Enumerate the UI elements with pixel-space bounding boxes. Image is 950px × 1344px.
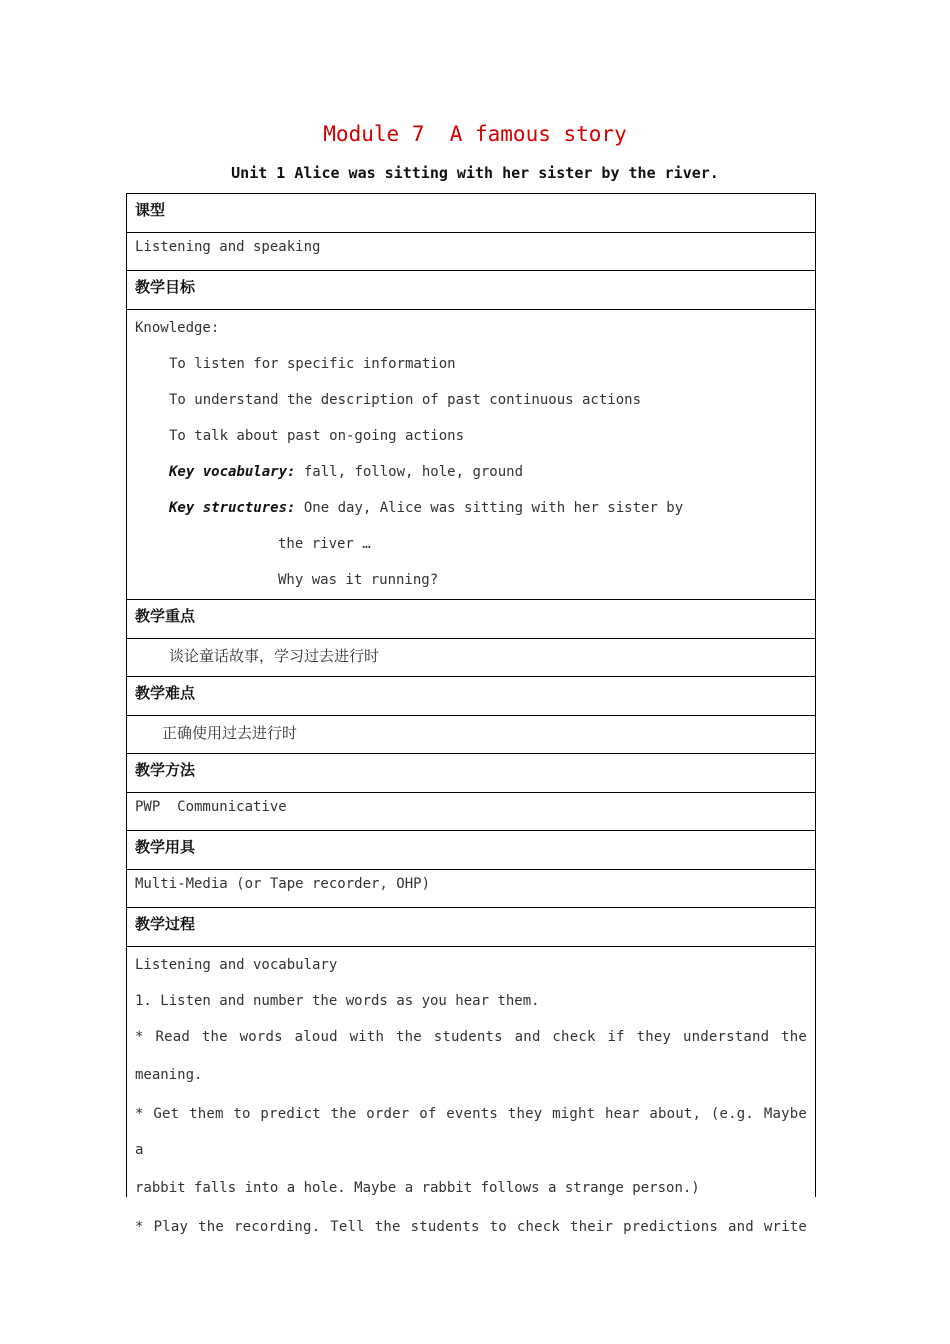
key-structures-line: the river … <box>278 536 371 552</box>
teaching-method-header: 教学方法 <box>127 754 815 793</box>
process-line: * Read the words aloud with the students and check if they understand the <box>135 1029 807 1045</box>
process-line: 1. Listen and number the words as you hear them. <box>135 993 540 1009</box>
key-structures-value: One day, Alice was sitting with her sister by <box>295 500 684 516</box>
teaching-goals-header: 教学目标 <box>127 271 815 310</box>
process-line: Listening and vocabulary <box>135 957 338 973</box>
key-structures-line: Why was it running? <box>278 572 439 588</box>
key-vocabulary-value: fall, follow, hole, ground <box>295 464 524 480</box>
teaching-process-content <box>127 947 815 1245</box>
key-structures-label: Key structures: <box>169 500 296 516</box>
goal-item: To listen for specific information <box>169 356 456 372</box>
key-structures <box>135 490 807 526</box>
lesson-type-value: Listening and speaking <box>127 233 815 271</box>
key-points-header: 教学重点 <box>127 600 815 639</box>
difficult-points-value <box>127 716 815 754</box>
difficult-points-header: 教学难点 <box>127 677 815 716</box>
process-line: * Play the recording. Tell the students to check their predictions and write <box>135 1219 807 1235</box>
knowledge-heading: Knowledge: <box>135 320 220 336</box>
teaching-tools-value: Multi-Media (or Tape recorder, OHP) <box>127 870 815 908</box>
process-line: rabbit falls into a hole. Maybe a rabbit follows a strange person.) <box>135 1180 700 1196</box>
key-vocabulary-label: Key vocabulary: <box>169 464 296 480</box>
key-points-text: 谈论童话故事，学习过去进行时 <box>169 647 380 665</box>
key-vocabulary <box>135 454 807 490</box>
goal-item: To talk about past on-going actions <box>169 428 465 444</box>
document-title: Module 7 A famous story <box>323 122 627 146</box>
process-line: meaning. <box>135 1067 203 1083</box>
key-points-value <box>127 639 815 677</box>
goal-item: To understand the description of past continuous actions <box>169 392 642 408</box>
teaching-process-header: 教学过程 <box>127 908 815 947</box>
teaching-method-value: PWP Communicative <box>127 793 815 831</box>
teaching-tools-header: 教学用具 <box>127 831 815 870</box>
process-line: * Get them to predict the order of events they might hear about, (e.g. Maybe a <box>135 1106 807 1158</box>
lesson-type-header: 课型 <box>127 194 815 233</box>
difficult-points-text: 正确使用过去进行时 <box>162 724 298 742</box>
teaching-goals-content <box>127 310 815 600</box>
lesson-plan-table <box>126 193 816 1235</box>
document-subtitle: Unit 1 Alice was sitting with her sister by the river. <box>231 164 719 182</box>
